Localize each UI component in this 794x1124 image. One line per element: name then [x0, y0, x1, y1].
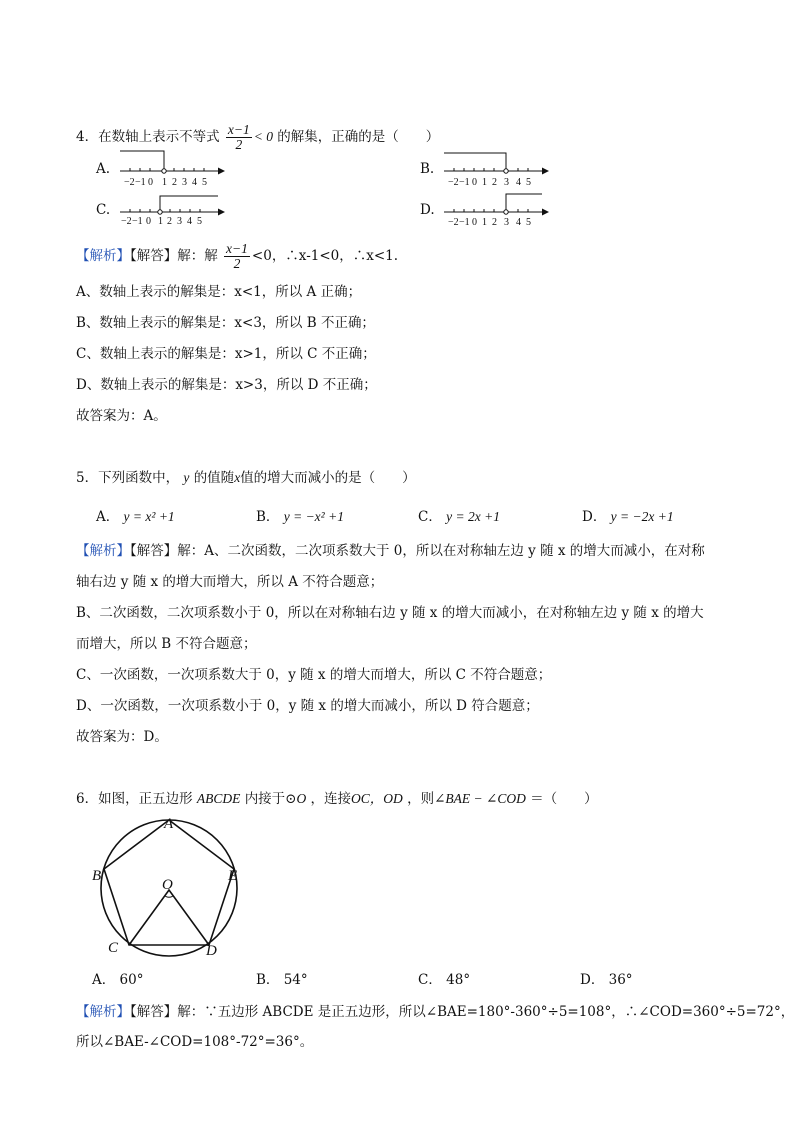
q5-option-d: D． y = −2x +1 — [582, 509, 674, 525]
q6-label-d: D — [206, 943, 217, 959]
q6-option-b: B． 54° — [256, 972, 308, 988]
svg-text:2: 2 — [492, 177, 497, 188]
svg-text:0: 0 — [472, 177, 477, 188]
svg-text:3: 3 — [177, 216, 182, 227]
svg-text:5: 5 — [197, 216, 202, 227]
q4-number-line-b — [442, 145, 552, 191]
q4-fraction — [226, 123, 252, 152]
q4-analysis-line-b: B、数轴上表示的解集是：x<3，所以 B 不正确； — [76, 315, 375, 331]
q4-number-line-d — [442, 188, 552, 230]
svg-text:2: 2 — [167, 216, 172, 227]
svg-text:1: 1 — [162, 177, 167, 188]
svg-text:4: 4 — [516, 177, 521, 188]
q5-analysis-line-2: 轴右边 y 随 x 的增大而增大，所以 A 不符合题意； — [76, 574, 384, 590]
svg-text:4: 4 — [187, 216, 192, 227]
q6-pentagon-figure — [88, 812, 258, 964]
q5-option-a: A． y = x² +1 — [96, 509, 175, 525]
svg-text:5: 5 — [202, 177, 207, 188]
svg-text:5: 5 — [526, 177, 531, 188]
q6-option-d: D． 36° — [580, 972, 633, 988]
svg-text:1: 1 — [482, 177, 487, 188]
q5-number: 5． — [76, 470, 99, 486]
q5-option-b: B． y = −x² +1 — [256, 509, 344, 525]
q5-analysis-line-1: 【解析】【解答】解：A、二次函数，二次项系数大于 0，所以在对称轴左边 y 随 x 的增大而减小，在对称 — [76, 543, 705, 559]
svg-text:3: 3 — [182, 177, 187, 188]
q6-number: 6． — [76, 791, 99, 807]
svg-text:−1: −1 — [132, 216, 143, 227]
svg-text:4: 4 — [516, 217, 521, 228]
q5-answer: 故答案为：D。 — [76, 729, 168, 745]
svg-text:−1: −1 — [135, 177, 146, 188]
q4-option-a-label: A. — [96, 161, 111, 177]
svg-text:−1: −1 — [459, 217, 470, 228]
q4-option-c-label: C. — [96, 202, 111, 218]
q6-radii — [129, 890, 209, 945]
q5-option-c: C． y = 2x +1 — [418, 509, 500, 525]
svg-text:−1: −1 — [459, 177, 470, 188]
q5-stem: 5．下列函数中， y 的值随x值的增大而减小的是（ ） — [76, 470, 416, 486]
q5-option-c-formula: y = 2x +1 — [446, 509, 500, 524]
q6-label-a: A — [164, 816, 174, 832]
q4-frac-den: 2 — [235, 137, 243, 152]
q5-var-x: x — [234, 470, 241, 485]
svg-text:0: 0 — [148, 177, 153, 188]
q4-analysis-first-line — [76, 236, 398, 276]
svg-text:2: 2 — [492, 217, 497, 228]
q4-answer-tag: 【解答】 — [130, 248, 178, 264]
svg-text:1: 1 — [482, 217, 487, 228]
q4-option-d-label: D. — [420, 202, 435, 218]
q6-analysis-line-1: 【解析】【解答】解：∵五边形 ABCDE 是正五边形，所以∠BAE=180°-360°÷5=108°，∴∠COD=360°÷5=72°， — [76, 1004, 794, 1020]
svg-text:3: 3 — [504, 217, 509, 228]
q6-option-c: C． 48° — [418, 972, 471, 988]
svg-text:0: 0 — [472, 217, 477, 228]
q4-stem-before: 在数轴上表示不等式 — [98, 129, 220, 145]
q5-analysis-line-3: B、二次函数，二次项系数小于 0，所以在对称轴右边 y 随 x 的增大而减小，在对称轴左边 y 随 x 的增大 — [76, 605, 704, 621]
svg-text:3: 3 — [504, 177, 509, 188]
q4-analysis-fraction: $\frac{x-1}{2}$ — [226, 241, 248, 271]
q6-analysis-line-2: 所以∠BAE-∠COD=108°-72°=36°。 — [76, 1034, 314, 1050]
q6-answer-tag: 【解答】 — [130, 1004, 178, 1020]
q5-option-d-formula: y = −2x +1 — [610, 509, 674, 524]
svg-text:−2: −2 — [124, 177, 135, 188]
q4-analysis-rest: ，∴x-1<0，∴x<1. — [271, 248, 399, 264]
q6-analysis-tag: 【解析】 — [76, 1004, 130, 1020]
q6-label-c: C — [108, 940, 119, 956]
q6-label-o: O — [162, 877, 173, 893]
q6-angle-mark — [165, 896, 173, 897]
q6-stem: 6．如图，正五边形 ABCDE 内接于⊙O ，连接OC，OD ，则∠BAE − ∠COD ＝（ ） — [76, 791, 598, 807]
q4-analysis-tag: 【解析】 — [76, 248, 130, 264]
svg-text:−2: −2 — [448, 217, 459, 228]
q4-frac-num: x−1 — [227, 122, 250, 137]
q5-var-y: y — [183, 470, 190, 485]
q5-analysis-line-6: D、一次函数，一次项系数小于 0，y 随 x 的增大而减小，所以 D 符合题意； — [76, 698, 539, 714]
q5-analysis-tag: 【解析】 — [76, 543, 130, 559]
q4-analysis-line-c: C、数轴上表示的解集是：x>1，所以 C 不正确； — [76, 346, 376, 362]
svg-text:5: 5 — [526, 217, 531, 228]
q5-analysis-line-4: 而增大，所以 B 不符合题意； — [76, 636, 257, 652]
q4-a-tick-labels — [124, 177, 207, 188]
svg-text:−2: −2 — [448, 177, 459, 188]
q4-option-b-label: B. — [420, 161, 435, 177]
q4-stem-lt: < 0 — [253, 129, 273, 144]
q6-option-a: A． 60° — [92, 972, 144, 988]
svg-text:2: 2 — [172, 177, 177, 188]
q4-analysis-line-d: D、数轴上表示的解集是：x>3，所以 D 不正确； — [76, 377, 377, 393]
q4-analysis-lt: <0 — [251, 248, 272, 264]
q5-analysis-line-5: C、一次函数，一次项系数大于 0，y 随 x 的增大而增大，所以 C 不符合题意； — [76, 667, 552, 683]
q4-number: 4． — [76, 129, 99, 145]
svg-text:−2: −2 — [121, 216, 132, 227]
q5-option-b-formula: y = −x² +1 — [283, 509, 344, 524]
q4-answer: 故答案为：A。 — [76, 408, 167, 424]
q5-answer-tag: 【解答】 — [130, 543, 178, 559]
q5-option-a-formula: y = x² +1 — [123, 509, 175, 524]
q4-stem-after: 的解集，正确的是（ ） — [277, 129, 440, 145]
q6-label-e: E — [228, 868, 238, 884]
q6-label-b: B — [92, 868, 102, 884]
q4-number-line-a — [118, 145, 228, 191]
q4-analysis-intro: 解：解 — [177, 248, 218, 264]
svg-text:4: 4 — [192, 177, 197, 188]
q4-analysis-line-a: A、数轴上表示的解集是：x<1，所以 A 正确； — [76, 284, 362, 300]
q4-number-line-c — [118, 190, 228, 230]
svg-text:1: 1 — [158, 216, 163, 227]
svg-text:0: 0 — [146, 216, 151, 227]
